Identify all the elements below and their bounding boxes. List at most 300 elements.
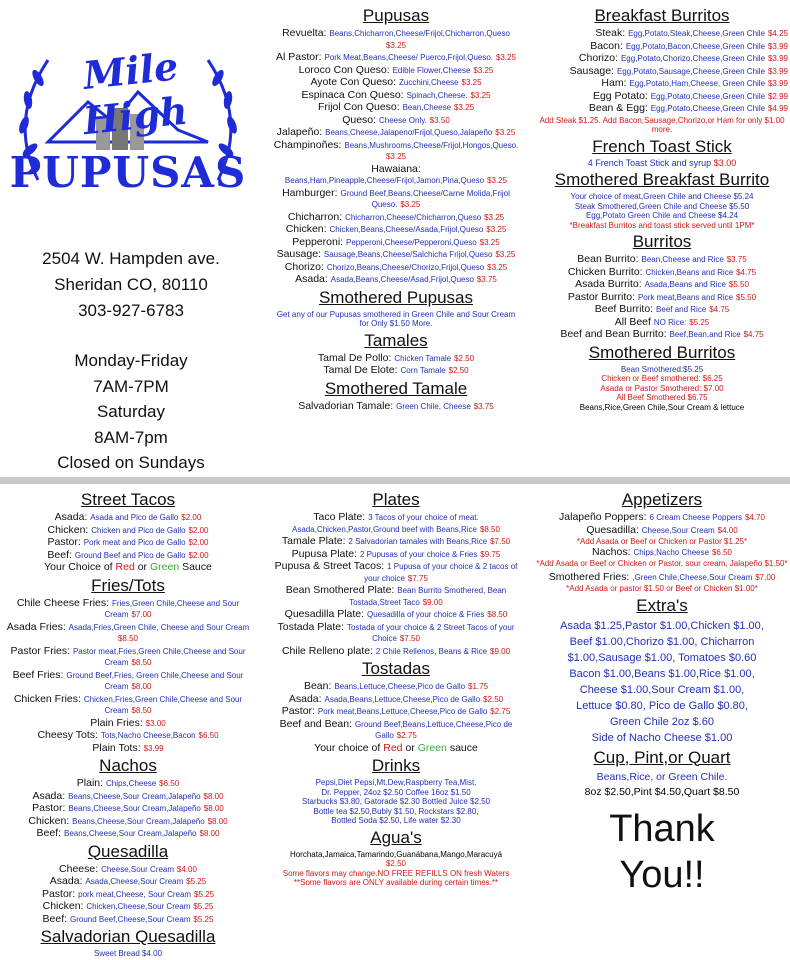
item-desc: Cheese Only. xyxy=(378,115,427,125)
item-name: Pastor: xyxy=(281,705,315,717)
item-desc: Chicken,Beans,Cheese/Asada,Frijol,Queso xyxy=(329,225,484,234)
breakfast-column xyxy=(536,4,788,412)
item-desc: Beans,Cheese,Sour Cream,Jalapeño xyxy=(68,804,201,813)
item-desc: Bean,Cheese xyxy=(402,103,452,112)
app-nachos-name: Nachos: xyxy=(591,545,631,558)
item-name: Beef Burrito: xyxy=(594,303,654,315)
drinks-line-1: Pepsi,Diet Pepsi,Mt.Dew,Raspberry Tea,Mist, xyxy=(315,778,477,787)
fries-heading: Fries/Tots xyxy=(91,575,165,595)
item-name: Bean: xyxy=(303,680,332,692)
item-name: Sausage: xyxy=(569,64,615,77)
item-name: Asada: xyxy=(49,875,83,887)
cup-line-2: 8oz $2.50,Pint $4.50,Quart $8.50 xyxy=(584,785,740,798)
item-desc: Pork meat,Beans and Rice xyxy=(637,292,734,302)
item-name: Ham: xyxy=(601,77,627,89)
item-price: $8.00 xyxy=(199,829,220,838)
thank-line-2: You!! xyxy=(619,853,705,896)
app-nachos-price: $6.50 xyxy=(711,547,732,557)
pupusas-column xyxy=(272,4,520,413)
extras-line-4: Bacon $1.00,Beans $1.00,Rice $1.00, xyxy=(569,667,755,680)
item-name: Frijol Con Queso: xyxy=(317,101,400,113)
tacos-column xyxy=(4,488,252,959)
tacos-sauce-lead: Your Choice of xyxy=(44,561,113,573)
app-nachos-desc: Chips,Nacho Cheese xyxy=(633,547,710,557)
tacos-list xyxy=(4,512,252,561)
sb-line-2: Steak Smothered,Green Chile and Cheese $5.50 xyxy=(574,201,750,211)
item-desc: Pepperoni,Cheese/Pepperoni,Queso xyxy=(346,237,477,247)
menu-item xyxy=(536,78,788,90)
item-desc: 2 Chile Rellenos, Beans & Rice xyxy=(375,646,488,656)
item-name: Asada: xyxy=(54,511,88,523)
item-price: $8.50 xyxy=(117,634,139,643)
item-name: Bacon: xyxy=(590,39,623,52)
address-block xyxy=(0,246,262,324)
item-name: Bean Burrito: xyxy=(577,253,639,265)
item-price: $8.00 xyxy=(207,816,228,826)
breakfast-note: Add Steak $1.25. Add Bacon,Sausage,Chorizo,or Ham for only $1.00 more. xyxy=(539,115,785,134)
item-name: Beef: xyxy=(42,912,68,925)
menu-item xyxy=(272,719,520,742)
menu-item xyxy=(4,803,252,815)
menu-item xyxy=(272,609,520,621)
item-desc: 2 Salvadorian tamales with Beans,Rice xyxy=(348,537,488,546)
hours-3: Saturday xyxy=(96,402,166,421)
plates-heading: Plates xyxy=(372,490,420,509)
drinks-line-4: Bottle tea $2.50,Bubly $1.50, Rockstars $2.80, xyxy=(313,806,479,816)
menu-item xyxy=(272,90,520,102)
nachos-list xyxy=(4,778,252,840)
menu-item xyxy=(4,718,252,730)
french-toast-price: $3.00 xyxy=(713,157,737,168)
salv-quesadilla-heading: Salvadorian Quesadilla xyxy=(40,927,216,946)
item-name: Ayote Con Queso: xyxy=(310,76,397,88)
appetizers-column xyxy=(536,488,788,898)
item-price: $3.75 xyxy=(473,401,494,411)
item-price: $2.00 xyxy=(188,538,209,547)
menu-item xyxy=(4,778,252,790)
item-price: $3.99 xyxy=(143,743,164,753)
item-desc: Fries,Green Chile,Cheese and Sour Cream xyxy=(104,598,240,619)
item-name: Bean Smothered Plate: xyxy=(285,584,395,596)
item-name: Plain Tots: xyxy=(92,741,141,754)
item-desc: Beans,Cheese,Sour Cream,Jalapeño xyxy=(68,791,201,801)
item-price: $2.50 xyxy=(448,366,469,375)
item-name: Hamburger: xyxy=(282,186,338,199)
brand-script: Mile High xyxy=(80,43,190,144)
drinks-line-3: Starbucks $3.80, Gatorade $2.30 Bottled Juice $2.50 xyxy=(301,797,491,806)
extras-heading: Extra's xyxy=(636,595,688,615)
item-price: $2.50 xyxy=(483,694,504,704)
item-desc: Edible Flower,Cheese xyxy=(392,65,471,75)
item-name: Beef Fries: xyxy=(12,668,64,681)
item-desc: Tots,Nacho Cheese,Bacon xyxy=(100,731,196,740)
item-name: Cheesy Tots: xyxy=(37,729,98,741)
item-name: Quesadilla Plate: xyxy=(284,608,365,620)
menu-item xyxy=(4,550,252,562)
item-name: Pupusa Plate: xyxy=(291,547,358,560)
sbur-line-1: Bean Smothered:$5.25 xyxy=(620,364,704,374)
item-desc: Asada,Beans,Cheese/Asad,Frijol,Queso xyxy=(330,275,474,284)
item-desc: Egg,Potato,Steak,Cheese,Green Chile xyxy=(628,29,766,38)
agua-line-4: **Some flavors are ONLY available during certain times.** xyxy=(293,878,499,887)
item-price: $5.25 xyxy=(193,902,214,911)
app-sf-note: *Add Asada or pastor $1.50 or Beef or Chicken $1.00* xyxy=(566,584,758,593)
menu-item xyxy=(4,646,252,669)
item-desc: 3 Tacos of your choice of meat. Asada,Chicken,Pastor,Ground beef with Beans,Rice xyxy=(292,513,479,534)
item-price: $1.75 xyxy=(468,682,489,691)
menu-item xyxy=(4,828,252,840)
item-price: $5.50 xyxy=(728,280,749,289)
app-smothered-fries xyxy=(536,572,788,584)
item-desc: 6 Cream Cheese Poppers xyxy=(649,513,743,522)
menu-item xyxy=(272,585,520,608)
tacos-sauce xyxy=(4,562,252,574)
item-name: Tamal De Elote: xyxy=(323,364,398,376)
tostadas-sauce-green: Green xyxy=(417,741,447,754)
appetizers-heading: Appetizers xyxy=(621,490,703,509)
menu-item xyxy=(536,512,788,524)
item-price: $8.00 xyxy=(203,791,224,801)
item-price: $9.00 xyxy=(490,646,511,656)
item-price: $5.25 xyxy=(194,889,215,899)
french-toast-line xyxy=(536,159,788,169)
menu-item xyxy=(536,53,788,65)
tamales-list xyxy=(272,353,520,377)
item-desc: Egg,Potato,Chorizo,Cheese,Green Chile xyxy=(620,54,766,63)
app-sf-price: $7.00 xyxy=(755,572,776,582)
hours-block xyxy=(0,348,262,476)
item-desc: Asada,Beans and Rice xyxy=(644,280,726,289)
item-price: $8.50 xyxy=(131,658,152,667)
item-desc: Ground Beef,Beans,Cheese/Carne Molida,Frijol Queso. xyxy=(340,188,510,209)
item-name: Chile Cheese Fries: xyxy=(16,596,110,609)
item-name: Pastor: xyxy=(41,887,76,900)
item-name: Salvadorian Tamale: xyxy=(298,399,394,412)
tacos-sauce-tail: Sauce xyxy=(182,561,212,573)
menu-item xyxy=(272,681,520,693)
plates-list xyxy=(272,512,520,657)
item-desc: 2 Pupusas of your choice & Fries xyxy=(359,549,478,559)
item-price: $3.99 xyxy=(767,66,788,76)
menu-item xyxy=(536,329,788,341)
item-desc: Beans,Cheese,Sour Cream,Jalapeño xyxy=(63,829,197,838)
menu-item xyxy=(272,164,520,187)
item-name: Pupusa & Street Tacos: xyxy=(274,560,385,572)
item-name: Tostada Plate: xyxy=(277,620,345,633)
cup-line-1: Beans,Rice, or Green Chile. xyxy=(596,770,728,783)
item-price: $7.75 xyxy=(407,573,428,583)
item-price: $3.99 xyxy=(767,54,788,63)
item-desc: Chicken,Cheese,Sour Cream xyxy=(86,902,191,911)
item-name: Jalapeño Poppers: xyxy=(559,511,647,523)
item-desc: Chicharron,Cheese/Chicharron,Queso xyxy=(345,212,482,222)
menu-item xyxy=(536,317,788,329)
item-price: $4.00 xyxy=(717,525,738,535)
menu-item xyxy=(272,536,520,548)
tacos-sauce-green: Green xyxy=(149,561,180,573)
menu-item xyxy=(536,279,788,291)
sbur-line-5: Beans,Rice,Green Chile,Sour Cream & lettuce xyxy=(579,402,745,412)
item-name: Queso: xyxy=(342,113,377,126)
item-name: Pastor: xyxy=(32,802,66,814)
item-price: $8.00 xyxy=(131,682,152,691)
pupusas-heading: Pupusas xyxy=(362,6,430,25)
item-price: $3.25 xyxy=(400,200,421,209)
quesadilla-list xyxy=(4,864,252,926)
item-desc: Beans,Ham,Pineapple,Cheese/Frijol,Jamon,Pina,Queso xyxy=(284,176,485,185)
city: Sheridan CO, 80110 xyxy=(54,275,208,294)
menu-item xyxy=(272,102,520,114)
menu-item xyxy=(272,706,520,718)
menu-item xyxy=(272,212,520,224)
app-nachos xyxy=(536,547,788,559)
item-price: $2.50 xyxy=(454,353,475,363)
item-name: Plain: xyxy=(76,777,104,789)
menu-item xyxy=(536,91,788,103)
menu-item xyxy=(272,188,520,211)
item-desc: Beans,Mushrooms,Cheese/Frijol,Hongos,Queso. xyxy=(344,140,519,150)
menu-item xyxy=(4,889,252,901)
item-price: $3.25 xyxy=(484,212,505,222)
menu-item xyxy=(4,694,252,717)
item-price: $7.50 xyxy=(399,634,420,643)
item-name: Revuelta: xyxy=(282,27,327,39)
item-price: $7.50 xyxy=(490,537,511,546)
appetizers-list xyxy=(536,512,788,536)
menu-item xyxy=(4,730,252,742)
item-price: $2.75 xyxy=(490,707,511,716)
agua-line-3: Some flavors may change.NO FREE REFILLS ON fresh Waters xyxy=(282,868,510,878)
item-price: $3.25 xyxy=(495,250,516,259)
item-price: $3.25 xyxy=(487,262,508,272)
breakfast-list xyxy=(536,28,788,115)
menu-item xyxy=(4,537,252,549)
menu-item xyxy=(272,77,520,89)
item-name: Asada: xyxy=(32,789,66,802)
menu-item xyxy=(4,743,252,755)
item-name: Sausage: xyxy=(276,248,321,260)
menu-item xyxy=(272,115,520,127)
cup-heading: Cup, Pint,or Quart xyxy=(593,747,731,767)
item-price: $5.50 xyxy=(736,292,757,302)
item-name: All Beef xyxy=(614,315,651,328)
tostadas-heading: Tostadas xyxy=(361,659,431,678)
menu-item xyxy=(272,249,520,261)
extras-line-2: Beef $1.00,Chorizo $1.00, Chicharron xyxy=(569,635,755,648)
item-name: Chicken Burrito: xyxy=(567,265,643,278)
menu-item xyxy=(272,65,520,77)
menu-item xyxy=(272,224,520,236)
smothered-pupusas-heading: Smothered Pupusas xyxy=(318,287,474,307)
item-desc: Ground Beef,Cheese,Sour Cream xyxy=(69,914,191,924)
menu-item xyxy=(536,103,788,115)
menu-item xyxy=(536,292,788,304)
menu-item xyxy=(536,41,788,53)
item-name: Pastor Fries: xyxy=(10,644,71,657)
bottom-menu-panel xyxy=(0,484,790,960)
menu-item xyxy=(272,52,520,64)
extras-line-7: Green Chile 2oz $.60 xyxy=(610,715,714,728)
item-name: Hawaiana: xyxy=(371,162,421,175)
menu-item xyxy=(4,622,252,645)
menu-item xyxy=(272,401,520,413)
nachos-heading: Nachos xyxy=(99,756,157,775)
menu-item xyxy=(4,791,252,803)
item-price: $2.75 xyxy=(396,731,417,740)
item-price: $8.50 xyxy=(487,610,508,619)
fries-list xyxy=(4,598,252,755)
drinks-line-5: Bottled Soda $2.50, Life water $2.30 xyxy=(331,816,461,825)
tostadas-sauce-red: Red xyxy=(383,741,403,754)
menu-item xyxy=(272,127,520,139)
menu-item xyxy=(4,598,252,621)
item-desc: Egg,Potato,Sausage,Cheese,Green Chile xyxy=(616,66,766,76)
item-price: $3.25 xyxy=(487,176,508,185)
hours-2: 7AM-7PM xyxy=(93,376,169,396)
item-name: Asada Burrito: xyxy=(575,278,642,290)
item-price: $9.00 xyxy=(422,597,443,607)
item-desc: Asada and Pico de Gallo xyxy=(90,513,179,522)
item-desc: Pork Meat,Beans,Cheese/ Puerco,Frijol,Queso. xyxy=(324,53,494,62)
smothered-breakfast-heading: Smothered Breakfast Burrito xyxy=(554,170,770,189)
item-price: $3.25 xyxy=(495,53,516,62)
menu-item xyxy=(536,304,788,316)
item-price: $4.99 xyxy=(767,104,788,113)
item-price: $3.25 xyxy=(479,237,500,247)
item-desc: Chorizo,Beans,Cheese/Chorizo,Frijol,Queso xyxy=(326,262,485,272)
item-desc: Egg,Potato,Ham,Cheese, Green Chile xyxy=(629,79,766,88)
drinks-heading: Drinks xyxy=(371,756,421,775)
sb-line-1: Your choice of meat,Green Chile and Cheese $5.24 xyxy=(570,192,754,201)
item-desc: Ground Beef,Beans,Lettuce,Cheese,Pico de Gallo xyxy=(354,719,513,740)
item-name: Pepperoni: xyxy=(292,235,344,248)
item-name: Asada: xyxy=(295,273,328,285)
menu-item xyxy=(272,353,520,365)
item-price: $3.00 xyxy=(145,718,166,728)
app-n-note: *Add Asada or Beef or Chicken or Pastor, sour cream, Jalapeño $1.50* xyxy=(536,559,788,568)
item-desc: 1 Pupusa of your choice & 2 tacos of your choice xyxy=(364,562,518,583)
extras-block xyxy=(536,618,788,746)
item-desc: Chicken,Beans and Rice xyxy=(645,267,734,277)
tamales-heading: Tamales xyxy=(364,330,428,350)
item-desc: Egg,Potato,Cheese,Green Chile xyxy=(650,104,766,113)
item-name: Tamal De Pollo: xyxy=(317,351,392,364)
item-price: $2.00 xyxy=(188,550,209,560)
item-desc: Asada,Fries,Green Chile, Cheese and Sour Cream xyxy=(68,622,250,632)
item-desc: Egg,Potato,Bacon,Cheese,Green Chile xyxy=(625,41,766,51)
brand-name: PUPUSAS xyxy=(9,148,247,197)
menu-item xyxy=(272,646,520,658)
item-price: $3.75 xyxy=(726,255,747,264)
hours-1: Monday-Friday xyxy=(74,351,188,370)
french-toast-desc: 4 French Toast Stick and syrup xyxy=(587,157,712,168)
item-name: Taco Plate: xyxy=(313,511,366,523)
menu-item xyxy=(536,254,788,266)
menu-item xyxy=(272,549,520,561)
tostadas-sauce xyxy=(272,743,520,755)
item-name: Steak: xyxy=(595,27,626,39)
breakfast-heading: Breakfast Burritos xyxy=(594,6,730,25)
item-desc: Ground Beef,Fries, Green Chile,Cheese and Sour Cream xyxy=(66,670,244,691)
menu-item xyxy=(4,525,252,537)
item-desc: pork meat,Cheese, Sour Cream xyxy=(78,889,192,899)
agua-line-2: $2.50 xyxy=(385,859,407,868)
phone: 303-927-6783 xyxy=(78,301,184,320)
item-name: Beef: xyxy=(47,548,72,561)
item-price: $4.00 xyxy=(176,864,197,874)
item-desc: Chicken Tamale xyxy=(394,353,452,363)
burritos-list xyxy=(536,254,788,341)
extras-line-5: Cheese $1.00,Sour Cream $1.00, xyxy=(579,683,745,696)
item-name: Chicken: xyxy=(28,814,70,827)
item-name: Tamale Plate: xyxy=(281,535,346,547)
item-name: Jalapeño: xyxy=(276,126,323,138)
sbur-line-4: All Beef Smothered $6.75 xyxy=(616,393,708,402)
item-price: $3.25 xyxy=(461,78,482,87)
menu-item xyxy=(272,512,520,535)
item-price: $5.25 xyxy=(193,914,214,924)
menu-item xyxy=(272,262,520,274)
item-price: $4.75 xyxy=(709,305,730,314)
extras-line-8: Side of Nacho Cheese $1.00 xyxy=(591,731,733,744)
menu-item xyxy=(4,670,252,693)
item-price: $7.00 xyxy=(131,610,152,619)
menu-item xyxy=(536,28,788,40)
item-price: $2.00 xyxy=(188,525,209,535)
logo xyxy=(8,30,248,200)
item-price: $3.25 xyxy=(385,152,407,161)
extras-line-1: Asada $1.25,Pastor $1.00,Chicken $1.00, xyxy=(560,619,764,632)
item-desc: Chicken and Pico de Gallo xyxy=(91,525,186,535)
item-name: Chicken: xyxy=(42,900,84,912)
item-price: $6.50 xyxy=(159,779,180,788)
smothered-burritos-heading: Smothered Burritos xyxy=(588,342,736,362)
salv-quesadilla-line: Sweet Bread $4.00 xyxy=(93,949,163,958)
item-desc: Pastor meat,Fries,Green Chile,Cheese and Sour Cream xyxy=(72,646,246,667)
item-name: Plain Fries: xyxy=(90,716,143,729)
smothered-tamale-heading: Smothered Tamale xyxy=(324,378,468,398)
menu-item xyxy=(4,864,252,876)
sbur-line-3: Asada or Pastor Smothered: $7.00 xyxy=(600,383,724,393)
tacos-sauce-or: or xyxy=(137,561,148,573)
smothered-pupusas-note: Get any of our Pupusas smothered in Green Chile and Sour Cream for Only $1.50 More. xyxy=(276,309,516,328)
item-desc: Bean Burrito Smothered, Bean Tostada,Street Taco xyxy=(349,586,507,607)
smothered-tamale-list xyxy=(272,401,520,413)
street-tacos-heading: Street Tacos xyxy=(80,490,176,509)
menu-item xyxy=(272,365,520,377)
item-desc: Beans,Lettuce,Cheese,Pico de Gallo xyxy=(334,682,466,691)
item-desc: Green Chile, Cheese xyxy=(396,401,471,411)
agua-heading: Agua's xyxy=(370,827,422,847)
menu-item xyxy=(272,622,520,645)
item-desc: Beans,Cheese,Jalapeno/Frijol,Queso,Jalapeño xyxy=(325,128,493,137)
quesadilla-heading: Quesadilla xyxy=(87,841,169,861)
item-price: $3.99 xyxy=(767,41,788,51)
tostadas-sauce-or: or xyxy=(405,741,415,754)
item-name: Asada Fries: xyxy=(6,620,66,633)
item-desc: Pork meat,Beans,Lettuce,Cheese,Pico de Gallo xyxy=(317,707,488,716)
item-price: $4.75 xyxy=(736,267,757,277)
french-toast-heading: French Toast Stick xyxy=(592,136,732,156)
item-price: $4.70 xyxy=(744,513,765,522)
menu-item xyxy=(272,694,520,706)
app-sf-desc: ,Green Chile,Cheese,Sour Cream xyxy=(632,572,753,582)
item-price: $3.25 xyxy=(470,90,491,100)
item-name: Chile Relleno plate: xyxy=(281,644,373,657)
item-name: Pastor Burrito: xyxy=(567,290,636,303)
menu-item xyxy=(272,140,520,163)
item-price: $2.99 xyxy=(767,91,788,101)
